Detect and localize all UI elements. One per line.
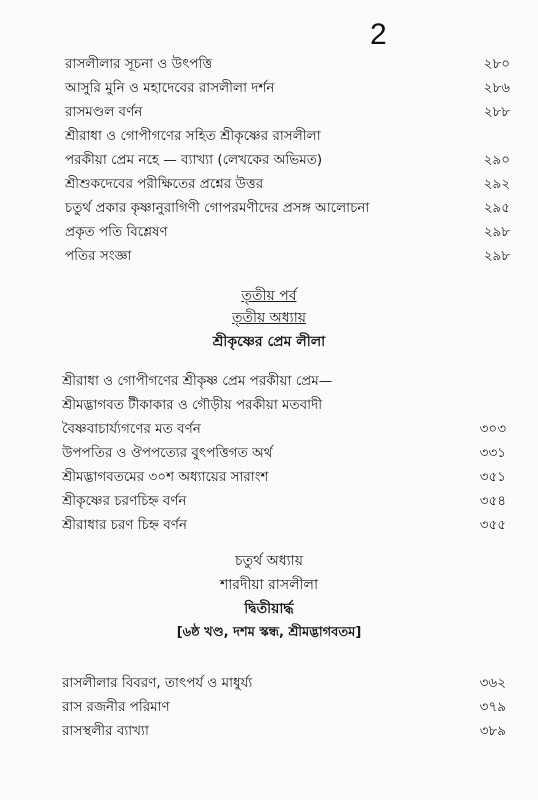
part-heading-text: তৃতীয় পর্ব [241,288,297,304]
toc-entry [0,490,538,512]
toc-entry-page: ৩৫৫ [479,517,506,533]
chapter-heading: চতুর্থ অধ্যায় [235,553,303,569]
toc-entry-title: শ্রীমদ্ভাগবতমের ৩০শ অধ্যায়ের সারাংশ [62,469,269,485]
toc-entry-page: ৩৫১ [479,469,506,485]
toc-entry [0,221,538,243]
part-heading [0,285,538,307]
toc-entry [0,466,538,488]
toc-entry-title: চতুর্থ প্রকার কৃষ্ণানুরাগিণী গোপরমণীদের প্রসঙ্গ আলোচনা [65,200,370,216]
toc-entry-page: ৩৩১ [479,445,506,461]
toc-entry [0,720,538,742]
toc-entry-title: শ্রীরাধা ও গোপীগণের শ্রীকৃষ্ণ প্রেম পরকীয়া প্রেম— [62,373,333,389]
toc-entry-title: রাস রজনীর পরিমাণ [62,699,170,715]
toc-entry-page: ২৯২ [483,176,510,192]
toc-entry-page: ৩৫৪ [479,493,506,509]
toc-entry-title: শ্রীরাধা ও গোপীগণের সহিত শ্রীকৃষ্ণের রাসলীলা [65,128,321,144]
toc-entry-title: আসুরি মুনি ও মহাদেবের রাসলীলা দর্শন [65,80,275,96]
toc-entry [0,418,538,440]
toc-entry-title: প্রকৃত পতি বিশ্লেষণ [65,224,168,240]
toc-entry-title: রাসস্থলীর ব্যাখ্যা [62,723,149,739]
toc-entry-title: বৈষ্ণবাচার্য্যগণের মত বর্ণন [62,421,201,437]
toc-entry-page: ৩৭৯ [479,699,506,715]
toc-entry-title: পরকীয়া প্রেম নহে — ব্যাখ্যা (লেখকের অভিমত) [65,152,323,168]
toc-entry [0,370,538,392]
toc-entry [0,696,538,718]
chapter-source: [৬ষ্ঠ খণ্ড, দশম স্কন্ধ, শ্রীমদ্ভাগবতম] [176,625,362,640]
toc-entry [0,442,538,464]
toc-entry [0,173,538,195]
toc-entry [0,197,538,219]
toc-entry-page: ৩৮৯ [479,723,506,739]
toc-entry-page: ৩০৩ [479,421,506,437]
toc-entry-page: ২৯৮ [483,224,510,240]
toc-entry-page: ২৯০ [483,152,510,168]
toc-entry [0,53,538,75]
chapter-heading [0,307,538,329]
page-number: 2 [370,18,387,51]
toc-entry [0,77,538,99]
toc-entry [0,514,538,536]
toc-entry-page: ২৮৬ [483,80,510,96]
toc-entry [0,672,538,694]
toc-entry-page: ২৮৮ [483,104,510,120]
chapter-title: শ্রীকৃষ্ণের প্রেম লীলা [212,334,326,350]
toc-entry-page: ২৯৮ [483,248,510,264]
toc-entry-title: শ্রীরাধার চরণ চিহ্ন বর্ণন [62,517,187,533]
toc-entry [0,394,538,416]
toc-entry [0,101,538,123]
toc-entry-title: রাসমণ্ডল বর্ণন [65,104,143,120]
toc-entry-title: পতির সংজ্ঞা [65,248,132,264]
toc-entry-page: ৩৬২ [479,675,506,691]
toc-entry-title: রাসলীলার সূচনা ও উৎপত্তি [65,56,212,72]
toc-entry [0,149,538,171]
toc-entry-title: শ্রীকৃষ্ণের চরণচিহ্ন বর্ণন [62,493,187,509]
chapter-subtitle: দ্বিতীয়ার্দ্ধ [244,601,294,617]
toc-entry-title: শ্রীমদ্ভাগবত টীকাকার ও গৌড়ীয় পরকীয়া মতবাদী [62,397,323,413]
toc-entry-page: ২৯৫ [483,200,510,216]
toc-entry-page: ২৮০ [483,56,510,72]
toc-entry-title: রাসলীলার বিবরণ, তাৎপর্য ও মাধুর্য্য [62,675,253,691]
chapter-heading-text: তৃতীয় অধ্যায় [231,310,307,326]
toc-entry [0,245,538,267]
chapter-title: শারদীয়া রাসলীলা [219,577,319,593]
toc-entry-title: শ্রীশুকদেবের পরীক্ষিতের প্রশ্নের উত্তর [65,176,264,192]
toc-entry-title: উপপতির ও ঔপপত্যের বুৎপত্তিগত অর্থ [62,445,273,461]
toc-entry [0,125,538,147]
